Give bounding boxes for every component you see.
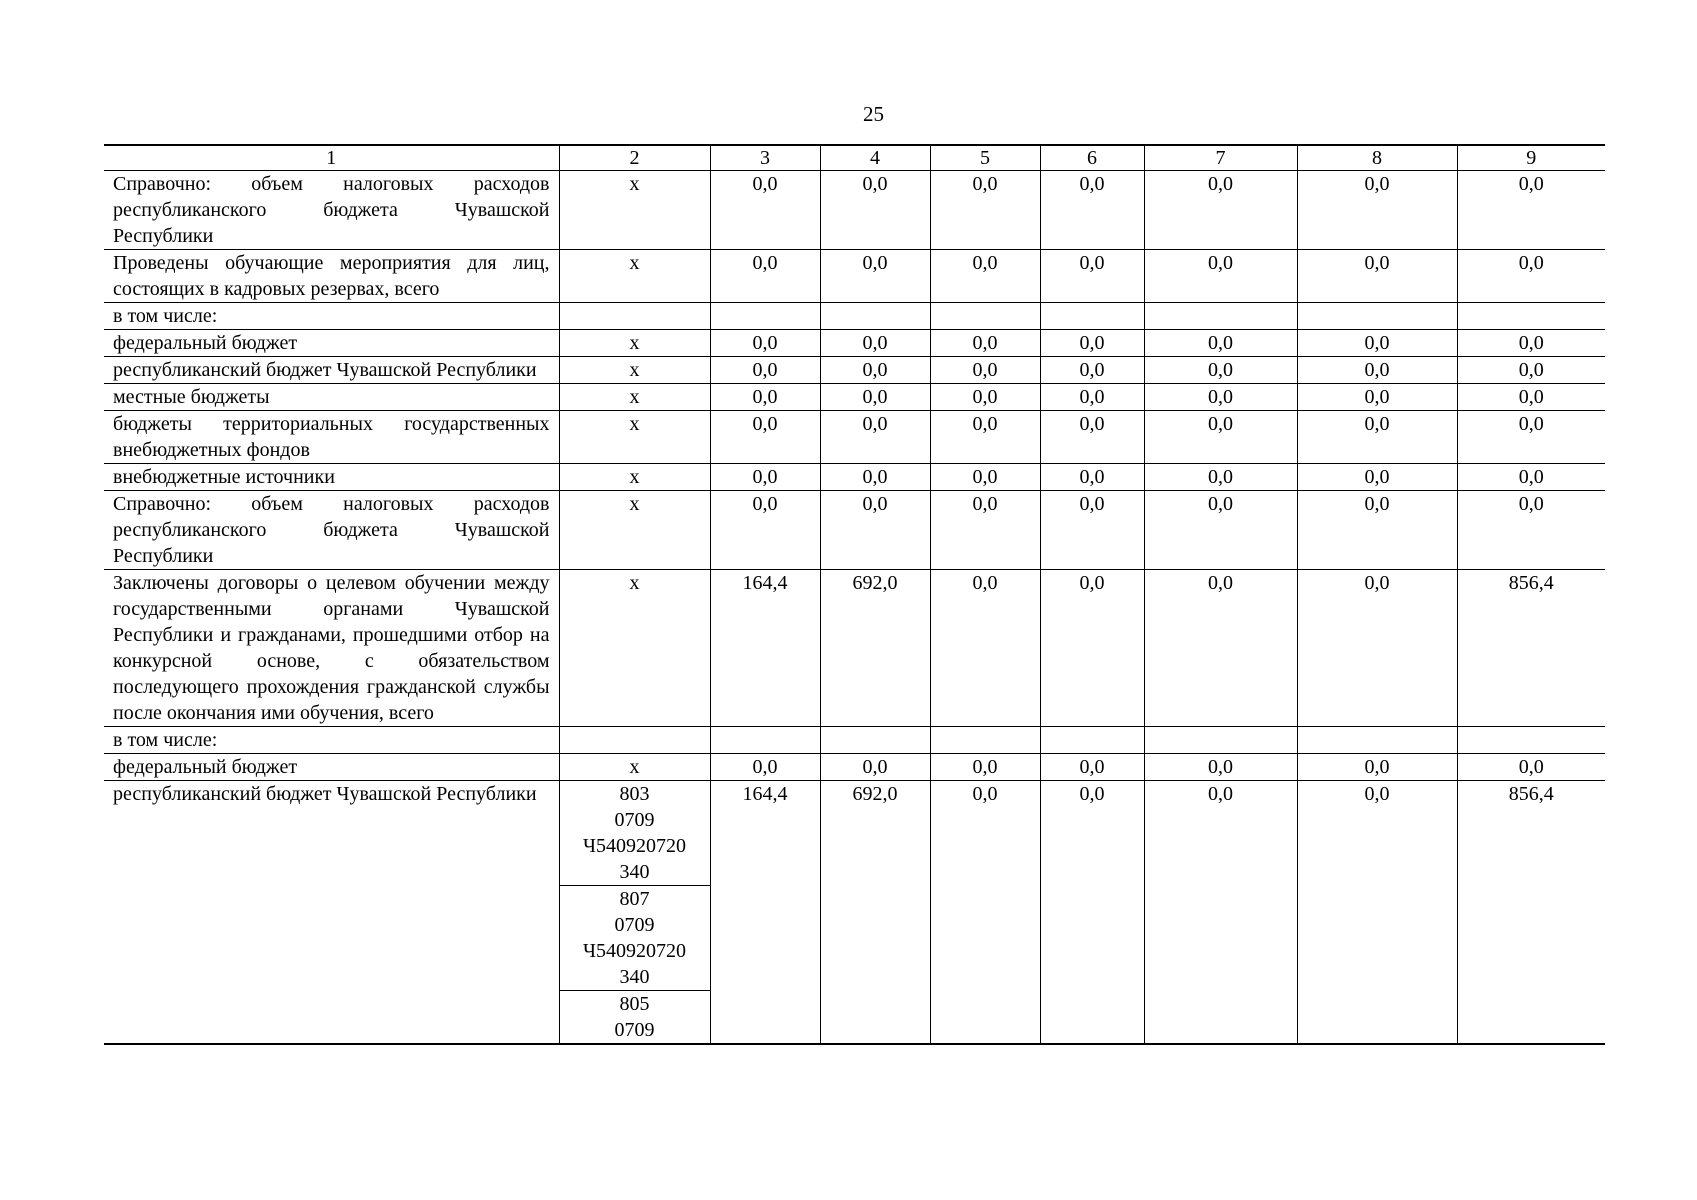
- value-cell: 0,0: [1457, 411, 1605, 464]
- value-cell: 0,0: [820, 384, 930, 411]
- budget-code-cell: [559, 781, 710, 1045]
- value-cell: 0,0: [1297, 330, 1457, 357]
- value-cell: 692,0: [820, 570, 930, 727]
- value-cell: 0,0: [1297, 570, 1457, 727]
- value-cell: 0,0: [1457, 384, 1605, 411]
- budget-code-line: Ч540920720: [583, 835, 686, 857]
- value-cell: 0,0: [1144, 754, 1297, 781]
- value-cell: 856,4: [1457, 570, 1605, 727]
- row-label: федеральный бюджет: [104, 754, 559, 781]
- value-cell: 0,0: [820, 330, 930, 357]
- budget-code-line: 340: [619, 861, 650, 883]
- header-cell: 3: [710, 145, 820, 171]
- value-cell: 0,0: [1144, 384, 1297, 411]
- budget-code-block: [560, 885, 710, 990]
- value-cell: [1457, 727, 1605, 754]
- value-cell: [930, 727, 1040, 754]
- table-row: [104, 330, 1605, 357]
- value-cell: 0,0: [1144, 781, 1297, 1045]
- value-cell: 0,0: [1040, 250, 1144, 303]
- value-cell: 0,0: [930, 781, 1040, 1045]
- row-label: республиканский бюджет Чувашской Республики: [104, 781, 559, 1045]
- value-cell: 0,0: [930, 411, 1040, 464]
- value-cell: 0,0: [1040, 357, 1144, 384]
- value-cell: 0,0: [1297, 384, 1457, 411]
- budget-code-cell: [559, 727, 710, 754]
- value-cell: 0,0: [1297, 781, 1457, 1045]
- budget-code-line: 0709: [614, 809, 655, 831]
- value-cell: 0,0: [1457, 464, 1605, 491]
- value-cell: 0,0: [1040, 464, 1144, 491]
- value-cell: 0,0: [1297, 491, 1457, 570]
- table-row: [104, 570, 1605, 727]
- table-row: [104, 357, 1605, 384]
- value-cell: [710, 303, 820, 330]
- row-label: бюджеты территориальных государственных внебюджетных фондов: [104, 411, 559, 464]
- budget-code-line: 807: [619, 888, 650, 910]
- budget-code-cell: x: [559, 250, 710, 303]
- row-label: Справочно: объем налоговых расходов республиканского бюджета Чувашской Республики: [104, 491, 559, 570]
- value-cell: 0,0: [1144, 411, 1297, 464]
- row-label: внебюджетные источники: [104, 464, 559, 491]
- value-cell: 0,0: [820, 464, 930, 491]
- budget-code-cell: x: [559, 411, 710, 464]
- value-cell: [820, 727, 930, 754]
- header-cell: 4: [820, 145, 930, 171]
- value-cell: 0,0: [1144, 330, 1297, 357]
- value-cell: 0,0: [1040, 411, 1144, 464]
- budget-code-line: 340: [619, 966, 650, 988]
- header-cell: 8: [1297, 145, 1457, 171]
- value-cell: 0,0: [930, 570, 1040, 727]
- value-cell: 0,0: [710, 464, 820, 491]
- value-cell: 0,0: [820, 411, 930, 464]
- value-cell: 0,0: [710, 754, 820, 781]
- value-cell: [1457, 303, 1605, 330]
- value-cell: 692,0: [820, 781, 930, 1045]
- budget-code-cell: x: [559, 570, 710, 727]
- value-cell: 0,0: [710, 411, 820, 464]
- header-cell: 6: [1040, 145, 1144, 171]
- value-cell: 0,0: [1144, 464, 1297, 491]
- table-row: [104, 754, 1605, 781]
- row-label: в том числе:: [104, 727, 559, 754]
- budget-code-line: 0709: [614, 914, 655, 936]
- value-cell: 0,0: [930, 357, 1040, 384]
- value-cell: 0,0: [1457, 250, 1605, 303]
- value-cell: 0,0: [1457, 754, 1605, 781]
- budget-code-cell: x: [559, 171, 710, 250]
- table-row: [104, 171, 1605, 250]
- table-row: [104, 411, 1605, 464]
- value-cell: 0,0: [710, 250, 820, 303]
- table-row: [104, 303, 1605, 330]
- value-cell: 856,4: [1457, 781, 1605, 1045]
- row-label: республиканский бюджет Чувашской Республики: [104, 357, 559, 384]
- budget-code-block: [560, 781, 710, 885]
- row-label: Справочно: объем налоговых расходов республиканского бюджета Чувашской Республики: [104, 171, 559, 250]
- header-cell: 7: [1144, 145, 1297, 171]
- budget-code-line: 803: [619, 783, 650, 805]
- table-header-row: [104, 145, 1605, 171]
- value-cell: 164,4: [710, 570, 820, 727]
- value-cell: 0,0: [1297, 411, 1457, 464]
- value-cell: [1144, 303, 1297, 330]
- value-cell: 0,0: [820, 491, 930, 570]
- value-cell: 164,4: [710, 781, 820, 1045]
- value-cell: 0,0: [1040, 570, 1144, 727]
- value-cell: [820, 303, 930, 330]
- value-cell: 0,0: [1040, 754, 1144, 781]
- value-cell: 0,0: [820, 357, 930, 384]
- value-cell: 0,0: [820, 754, 930, 781]
- budget-code-cell: x: [559, 384, 710, 411]
- value-cell: 0,0: [1457, 330, 1605, 357]
- budget-code-block: [560, 990, 710, 1043]
- header-cell: 5: [930, 145, 1040, 171]
- table-row: [104, 727, 1605, 754]
- value-cell: [930, 303, 1040, 330]
- budget-code-line: Ч540920720: [583, 940, 686, 962]
- table-row: [104, 384, 1605, 411]
- value-cell: 0,0: [1297, 250, 1457, 303]
- budget-code-line: 805: [619, 993, 650, 1015]
- budget-code-cell: x: [559, 357, 710, 384]
- value-cell: [1040, 303, 1144, 330]
- value-cell: 0,0: [1457, 491, 1605, 570]
- value-cell: 0,0: [820, 171, 930, 250]
- value-cell: [1144, 727, 1297, 754]
- value-cell: 0,0: [1144, 491, 1297, 570]
- table-row: [104, 464, 1605, 491]
- value-cell: 0,0: [1297, 754, 1457, 781]
- value-cell: [1297, 727, 1457, 754]
- value-cell: 0,0: [1297, 357, 1457, 384]
- table-row: [104, 491, 1605, 570]
- value-cell: 0,0: [710, 384, 820, 411]
- value-cell: 0,0: [930, 754, 1040, 781]
- page-number: 25: [863, 102, 884, 126]
- value-cell: 0,0: [1144, 171, 1297, 250]
- value-cell: 0,0: [710, 491, 820, 570]
- value-cell: 0,0: [1144, 357, 1297, 384]
- value-cell: 0,0: [1297, 171, 1457, 250]
- table-row: [104, 781, 1605, 1045]
- value-cell: 0,0: [1144, 570, 1297, 727]
- row-label: Заключены договоры о целевом обучении между государственными органами Чувашской Республики и гражданами, прошедшими отбор на конкурсной основе, с обязательством последующего прохождения гражданской службы после окончания ими обучения, всего: [104, 570, 559, 727]
- value-cell: 0,0: [930, 384, 1040, 411]
- header-cell: 2: [559, 145, 710, 171]
- value-cell: 0,0: [820, 250, 930, 303]
- budget-code-cell: x: [559, 491, 710, 570]
- budget-table: [104, 144, 1605, 1045]
- budget-code-cell: x: [559, 330, 710, 357]
- value-cell: [1040, 727, 1144, 754]
- row-label: Проведены обучающие мероприятия для лиц, состоящих в кадровых резервах, всего: [104, 250, 559, 303]
- value-cell: [1297, 303, 1457, 330]
- budget-code-cell: x: [559, 464, 710, 491]
- header-cell: 1: [104, 145, 559, 171]
- value-cell: 0,0: [930, 250, 1040, 303]
- value-cell: 0,0: [710, 357, 820, 384]
- header-cell: 9: [1457, 145, 1605, 171]
- value-cell: 0,0: [1040, 781, 1144, 1045]
- budget-code-cell: x: [559, 754, 710, 781]
- row-label: федеральный бюджет: [104, 330, 559, 357]
- row-label: в том числе:: [104, 303, 559, 330]
- value-cell: 0,0: [1040, 384, 1144, 411]
- value-cell: [710, 727, 820, 754]
- value-cell: 0,0: [710, 171, 820, 250]
- value-cell: 0,0: [1457, 357, 1605, 384]
- value-cell: 0,0: [710, 330, 820, 357]
- budget-code-line: 0709: [614, 1019, 655, 1041]
- value-cell: 0,0: [930, 491, 1040, 570]
- value-cell: 0,0: [930, 330, 1040, 357]
- value-cell: 0,0: [930, 171, 1040, 250]
- value-cell: 0,0: [1457, 171, 1605, 250]
- value-cell: 0,0: [1040, 330, 1144, 357]
- value-cell: 0,0: [1144, 250, 1297, 303]
- value-cell: 0,0: [930, 464, 1040, 491]
- row-label: местные бюджеты: [104, 384, 559, 411]
- value-cell: 0,0: [1040, 171, 1144, 250]
- value-cell: 0,0: [1040, 491, 1144, 570]
- budget-code-cell: [559, 303, 710, 330]
- table-row: [104, 250, 1605, 303]
- value-cell: 0,0: [1297, 464, 1457, 491]
